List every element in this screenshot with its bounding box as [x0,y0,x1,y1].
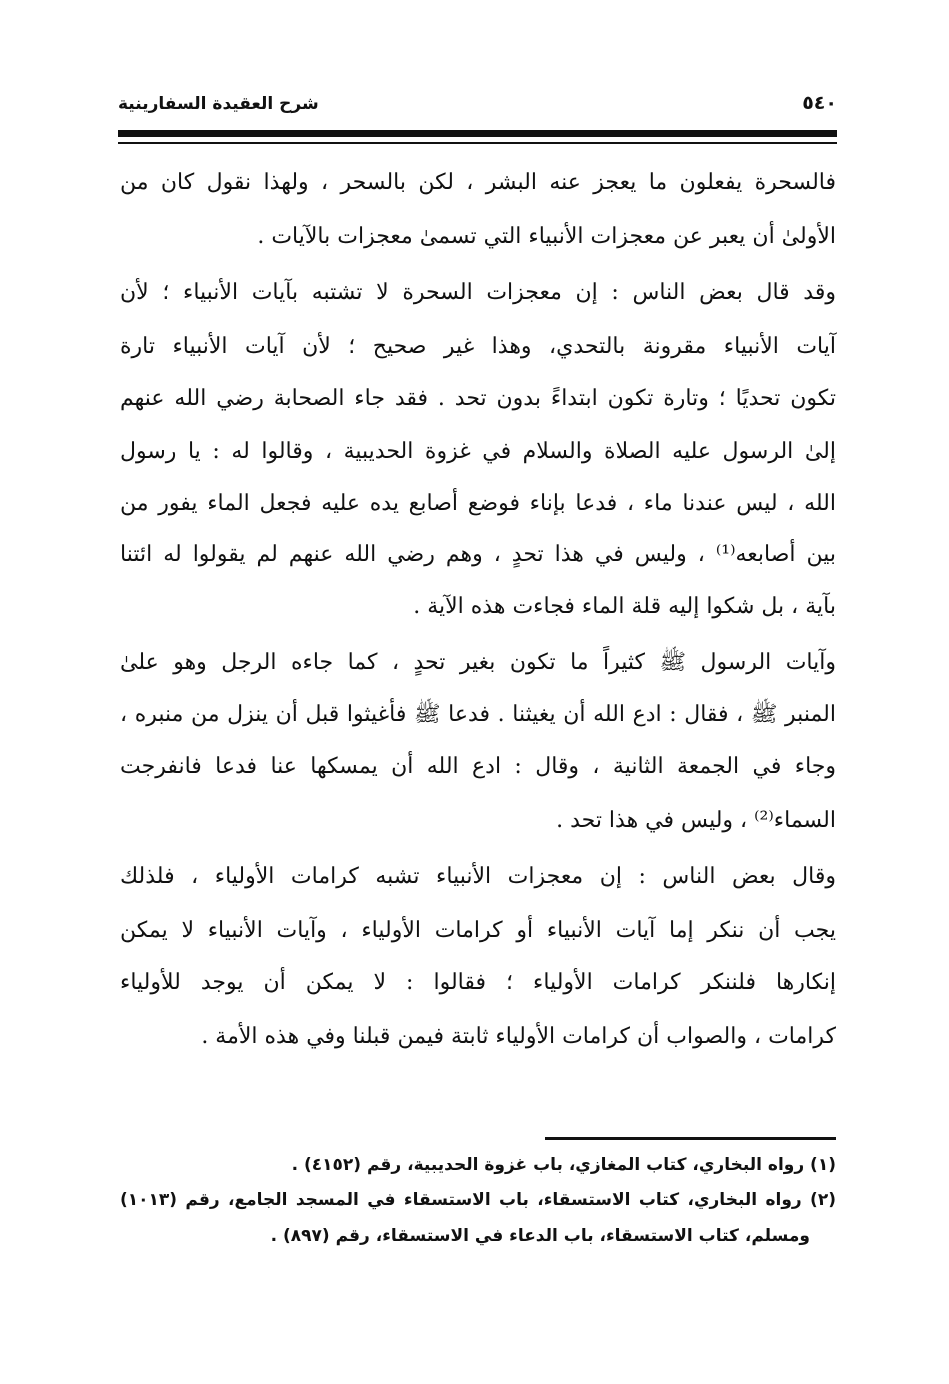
body-line: وآيات الرسول ﷺ كثيراً ما تكون بغير تحدٍ ، كما جاءه الرجل وهو علىٰ [120,650,836,675]
header-rule-thick [118,130,837,137]
running-header-title: شرح العقيدة السفارينية [118,94,319,114]
body-line: آيات الأنبياء مقرونة بالتحدي، وهذا غير صحيح ؛ لأن آيات الأنبياء تارة [120,334,836,359]
body-line: كرامات ، والصواب أن كرامات الأولياء ثابتة فيمن قبلنا وفي هذه الأمة . [201,1024,836,1049]
body-line: وجاء في الجمعة الثانية ، وقال : ادع الله أن يمسكها عنا فدعا فانفرجت [120,754,836,779]
body-line: إنكارها فلننكر كرامات الأولياء ؛ فقالوا : لا يمكن أن يوجد للأولياء [120,970,836,995]
body-line: المنبر ﷺ ، فقال : ادع الله أن يغيثنا . فدعا ﷺ فأغيثوا قبل أن ينزل من منبره ، [120,702,836,727]
body-line: السماء⁽²⁾ ، وليس في هذا تحد . [556,808,836,833]
body-line: بآية ، بل شكوا إليه قلة الماء فجاءت هذه الآية . [413,594,836,619]
page-number: ٥٤٠ [802,92,837,114]
body-line: بين أصابعه⁽¹⁾ ، وليس في هذا تحدٍ ، وهم رضي الله عنهم لم يقولوا له ائتنا [120,542,836,567]
header-rule-thin [118,142,837,144]
body-line: الله ، ليس عندنا ماء ، فدعا بإناء فوضع أصابع يده عليه فجعل الماء يفور من [120,491,836,516]
body-line: يجب أن ننكر إما آيات الأنبياء أو كرامات الأولياء ، وآيات الأنبياء لا يمكن [120,918,836,943]
footnote-1: (١) رواه البخاري، كتاب المغازي، باب غزوة الحديبية، رقم (٤١٥٢) . [291,1155,836,1175]
footnote-2: (٢) رواه البخاري، كتاب الاستسقاء، باب الاستسقاء في المسجد الجامع، رقم (١٠١٣) [120,1190,836,1210]
body-line: تكون تحديًا ؛ وتارة تكون ابتداءً بدون تحد . فقد جاء الصحابة رضي الله عنهم [120,386,836,411]
body-line: فالسحرة يفعلون ما يعجز عنه البشر ، لكن بالسحر ، ولهذا نقول كان من [120,170,836,195]
footnote-2-continued: ومسلم، كتاب الاستسقاء، باب الدعاء في الاستسقاء، رقم (٨٩٧) . [270,1226,810,1246]
body-line: إلىٰ الرسول عليه الصلاة والسلام في غزوة الحديبية ، وقالوا له : يا رسول [120,439,836,464]
body-line: وقد قال بعض الناس : إن معجزات السحرة لا تشتبه بآيات الأنبياء ؛ لأن [120,280,836,305]
body-line: وقال بعض الناس : إن معجزات الأنبياء تشبه كرامات الأولياء ، فلذلك [120,864,836,889]
footnote-rule [545,1137,836,1140]
body-line: الأولىٰ أن يعبر عن معجزات الأنبياء التي تسمىٰ معجزات بالآيات . [257,224,836,249]
